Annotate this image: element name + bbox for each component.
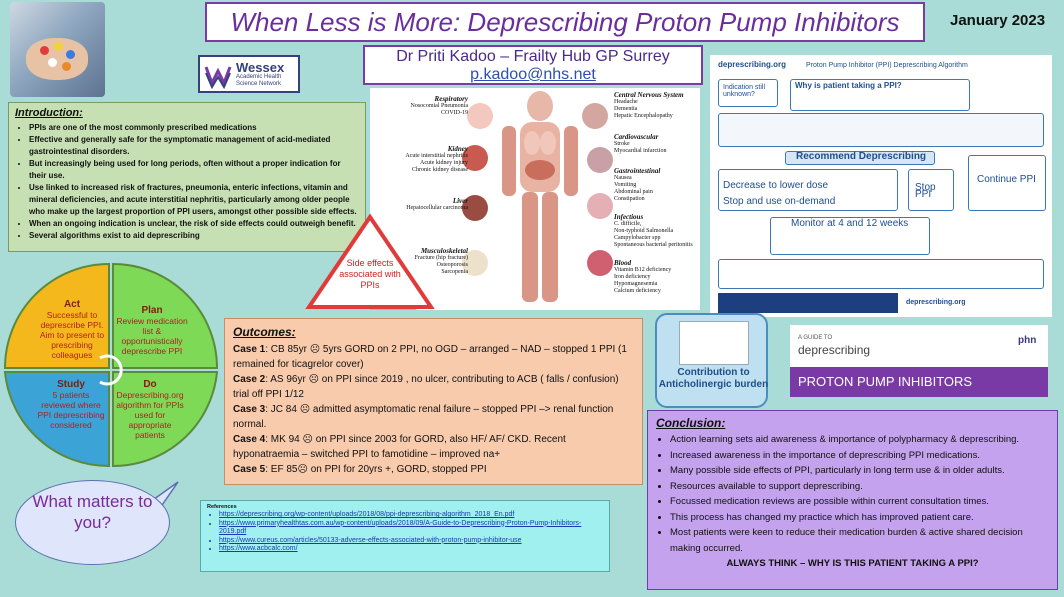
guide-partner: phn [1018,335,1037,346]
references-panel [200,500,610,572]
hands-with-pills-image [10,2,105,97]
pill-dot [40,46,49,55]
algorithm-criteria-box [718,113,1044,147]
case-item: Case 3: JC 84 ☹ admitted asymptomatic renal failure – stopped PPI –> renal function normal. [233,404,614,430]
conclusion-panel [647,410,1058,590]
reference-link[interactable]: • https://www.primaryhealthtas.com.au/wp-content/uploads/2018/09/A-Guide-to-Deprescribing-Proton-Pump-Inhibitors-2019.pdf [219,520,603,537]
deprescribing-algorithm-image [710,55,1052,317]
pdsa-do: Do Deprescribing.org algorithm for PPIs used for appropriate patients [116,379,184,440]
side-effect-group: Infectious C. difficile, Non-typhoid Salmonella Campylobacter spp Spontaneous bacterial peritonitis [614,213,693,248]
acb-calculator-screenshot [679,321,749,365]
case-item: Case 2: AS 96yr ☹ on PPI since 2019 , no ulcer, contributing to ACB ( falls / confusion) trial off PPI 1/12 [233,374,619,400]
conclusion-item: • This process has changed my practice which has improved patient care. [670,510,1049,526]
pill-dot [48,58,57,67]
algorithm-stop-box: Stop PPI [908,169,954,211]
guide-band: PROTON PUMP INHIBITORS [790,367,1048,397]
conclusion-item: • Focussed medication reviews are possible within current consultation times. [670,494,1049,510]
outcomes-panel [224,318,643,485]
conclusion-item: • Most patients were keen to reduce their medication burden & active shared decision making occurred. [670,525,1049,556]
what-matters-bubble: What matters to you? [15,480,170,565]
intro-item: • When an ongoing indication is unclear, the risk of side effects could outweigh benefit. [29,218,359,230]
algorithm-footer-band [718,293,898,313]
guide-word: deprescribing [798,343,871,357]
intro-item: • Several algorithms exist to aid deprescribing [29,230,359,242]
algorithm-title: Proton Pump Inhibitor (PPI) Deprescribing Algorithm [806,62,968,69]
conclusion-item: • Increased awareness in the importance of deprescribing PPI medications. [670,448,1049,464]
acb-caption: Contribution to Anticholinergic burden [658,367,769,390]
references-heading: References [207,504,237,510]
side-effects-warning-text: Side effects associated with PPIs [339,258,401,290]
algorithm-brand: deprescribing.org [718,60,787,69]
side-effect-group: Blood Vitamin B12 deficiency Iron deficiency Hypomagnesemia Calcium deficiency [614,259,672,294]
acb-panel [655,313,768,408]
algorithm-monitor-box: Monitor at 4 and 12 weeks [770,217,930,255]
wessex-subtitle: Academic Health Science Network [236,74,282,87]
poster-date: January 2023 [950,12,1046,29]
reference-link[interactable]: • https://www.acbcalc.com/ [219,545,603,554]
conclusion-heading: Conclusion: [656,416,726,430]
pdsa-plan: Plan Review medication list & opportunistically deprescribe PPI [116,305,188,356]
references-list [207,511,603,554]
guide-small-label: A GUIDE TO [798,335,833,341]
pdsa-cycle-diagram [0,262,222,468]
algorithm-footer-brand: deprescribing.org [906,299,966,306]
conclusion-item: • Action learning sets aid awareness & importance of polypharmacy & deprescribing. [670,432,1049,448]
wessex-logo [198,55,300,93]
intro-item: • Effective and generally safe for the symptomatic management of acid-mediated gastrointestinal disorders. [29,134,359,158]
side-effect-group: Musculoskeletal Fracture (hip fracture) Osteoporosis Sarcopenia [414,247,468,275]
algorithm-continue-box: Continue PPI [968,155,1046,211]
side-effect-group: Gastrointestinal Nausea Vomiting Abdominal pain Constipation [614,167,661,202]
algorithm-recommend-box: Recommend Deprescribing [785,151,935,165]
guide-to-deprescribing-image [790,325,1048,397]
author-name: Dr Priti Kadoo – Frailty Hub GP Surrey [396,48,670,65]
conclusion-item: • Resources available to support deprescribing. [670,479,1049,495]
algorithm-indication-box: Indication still unknown? [718,79,778,107]
reference-link[interactable]: • https://www.cureus.com/articles/50133-adverse-effects-associated-with-proton-pump-inhibitor-use [219,537,603,546]
pill-dot [62,62,71,71]
conclusion-item: • Many possible side effects of PPI, particularly in long term use & in older adults. [670,463,1049,479]
author-box [363,45,703,85]
side-effect-group: Liver Hepatocellular carcinoma [406,197,468,211]
poster-title: When Less is More: Deprescribing Proton Pump Inhibitors [230,7,900,37]
algorithm-followup-box [718,259,1044,289]
intro-item: • Use linked to increased risk of fractures, pneumonia, enteric infections, vitamin and mineral deficiencies, and acute interstitial nephritis, particularly among older people who make up the largest proportion of PPI users, amongst other possible side effects. [29,182,359,218]
case-item: Case 4: MK 94 ☹ on PPI since 2003 for GORD, also HF/ AF/ CKD. Recent hyponatraemia – switched PPI to famotidine – improved na+ [233,434,566,460]
algorithm-question-box: Why is patient taking a PPI? [790,79,970,111]
conclusion-closing: ALWAYS THINK – WHY IS THIS PATIENT TAKING A PPI? [726,558,979,569]
poster-title-box [205,2,925,42]
pill-dot [54,42,63,51]
intro-item: • PPIs are one of the most commonly prescribed medications [29,122,359,134]
pill-dot [66,50,75,59]
reference-link[interactable]: • https://deprescribing.org/wp-content/uploads/2018/08/ppi-deprescribing-algorithm_2018_En.pdf [219,511,603,520]
side-effect-group: Cardiovascular Stroke Myocardial infarction [614,133,667,154]
side-effect-group: Central Nervous System Headache Dementia Hepatic Encephalopathy [614,91,684,119]
side-effect-group: Kidney Acute interstitial nephritis Acute kidney injury Chronic kidney disease [405,145,468,173]
conclusion-list [656,432,1049,556]
author-email-link[interactable]: p.kadoo@nhs.net [470,66,596,83]
wessex-mark-icon [204,61,232,89]
pdsa-act: Act Successful to deprescribe PPI. Aim to present to prescribing colleagues [39,299,105,360]
intro-item: • But increasingly being used for long periods, often without a proper indication for their use. [29,158,359,182]
case-item: Case 5: EF 85☹ on PPI for 20yrs +, GORD, stopped PPI [233,464,487,475]
wessex-name: Wessex [236,60,285,75]
side-effect-group: Respiratory Nosocomial Pneumonia COVID-19 [410,95,468,116]
outcomes-heading: Outcomes: [233,325,296,339]
case-item: Case 1: CB 85yr ☹ 5yrs GORD on 2 PPI, no OGD – arranged – NAD – stopped 1 PPI (1 remained for ticagrelor cover) [233,344,627,370]
algorithm-dose-box: Decrease to lower dose Stop and use on-demand [718,169,898,211]
pdsa-study: Study 5 patients reviewed where PPI deprescribing considered [37,379,105,430]
introduction-heading: Introduction: [15,107,83,119]
